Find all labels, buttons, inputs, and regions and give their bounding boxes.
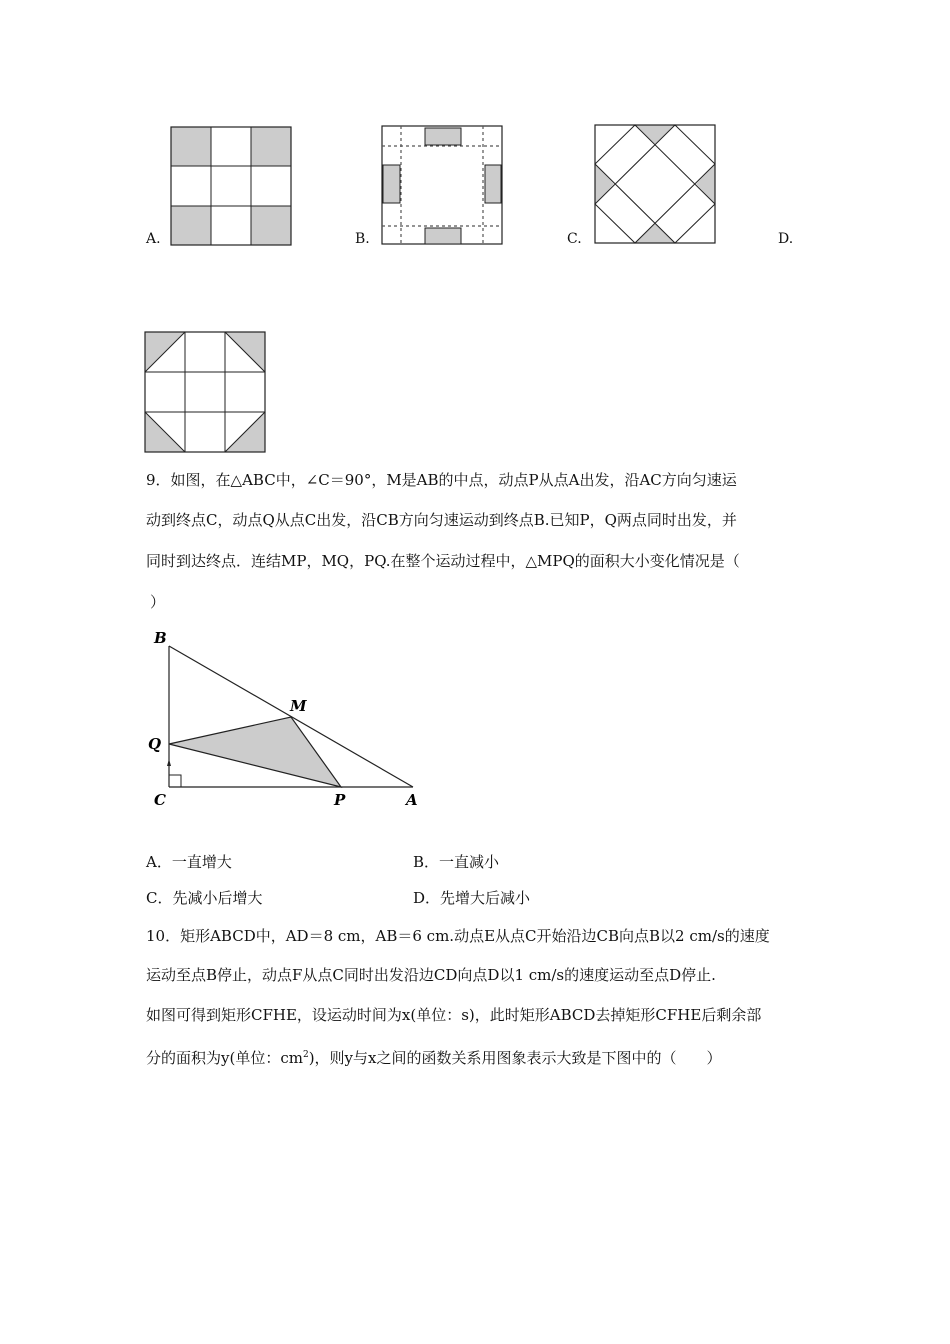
- shade-rect: [485, 165, 501, 203]
- shade-triangle: [635, 125, 675, 144]
- label-q: Q: [148, 735, 162, 753]
- pattern-b-figure: [381, 125, 503, 245]
- q9-choice-b: B．一直减小: [413, 853, 500, 871]
- q10-line-4-a: 分的面积为y(单位：cm: [146, 1049, 303, 1067]
- label-c: C: [154, 791, 166, 809]
- q10-line-4-sup: 2: [302, 1050, 309, 1060]
- q10-line-4-b: )，则y与x之间的函数关系用图象表示大致是下图中的（ ）: [308, 1049, 722, 1067]
- q10-line-2: 运动至点B停止，动点F从点C同时出发沿边CD向点D以1 cm/s的速度运动至点D停止.: [146, 966, 716, 984]
- option-d-label: D.: [778, 231, 794, 247]
- pattern-d-figure: [144, 331, 266, 453]
- shade-cell: [171, 127, 211, 166]
- q10-line-4: [146, 1045, 721, 1068]
- pattern-c-figure: [594, 124, 716, 244]
- triangle-mpq: [169, 717, 341, 787]
- right-angle-mark: [169, 775, 181, 787]
- q9-choice-a: A．一直增大: [146, 853, 232, 871]
- q10-line-3: 如图可得到矩形CFHE，设运动时间为x(单位：s)，此时矩形ABCD去掉矩形CFHE后剩余部: [146, 1006, 762, 1024]
- direction-arrow: [167, 759, 171, 766]
- pattern-a-figure: [170, 126, 292, 246]
- label-a: A: [406, 791, 418, 809]
- shade-rect: [383, 165, 400, 203]
- shade-cell: [251, 206, 291, 245]
- q9-choice-d: D．先增大后减小: [413, 889, 531, 907]
- q9-line-3: 同时到达终点．连结MP，MQ，PQ.在整个运动过程中，△MPQ的面积大小变化情况是（: [146, 552, 740, 570]
- q9-line-4: ）: [150, 593, 166, 611]
- label-m: M: [290, 697, 307, 715]
- q9-line-1: 9．如图，在△ABC中，∠C＝90°，M是AB的中点，动点P从点A出发，沿AC方向匀速运: [146, 471, 737, 489]
- option-c-label: C.: [567, 231, 582, 247]
- shade-rect: [425, 228, 461, 244]
- q9-line-2: 动到终点C，动点Q从点C出发，沿CB方向匀速运动到终点B.已知P，Q两点同时出发，并: [146, 511, 737, 529]
- shade-cell: [251, 127, 291, 166]
- option-a-label: A.: [146, 231, 161, 247]
- shade-triangle: [696, 164, 715, 204]
- shade-rect: [425, 128, 461, 145]
- option-b-label: B.: [355, 231, 370, 247]
- shade-cell: [171, 206, 211, 245]
- q9-choice-c: C．先减小后增大: [146, 889, 263, 907]
- q10-line-1: 10．矩形ABCD中，AD＝8 cm，AB＝6 cm.动点E从点C开始沿边CB向点B以2 cm/s的速度: [146, 927, 770, 945]
- label-b: B: [154, 629, 167, 647]
- shade-triangle: [635, 224, 675, 243]
- q9-triangle-figure: [140, 622, 440, 812]
- label-p: P: [334, 791, 346, 809]
- shade-triangle: [595, 164, 614, 204]
